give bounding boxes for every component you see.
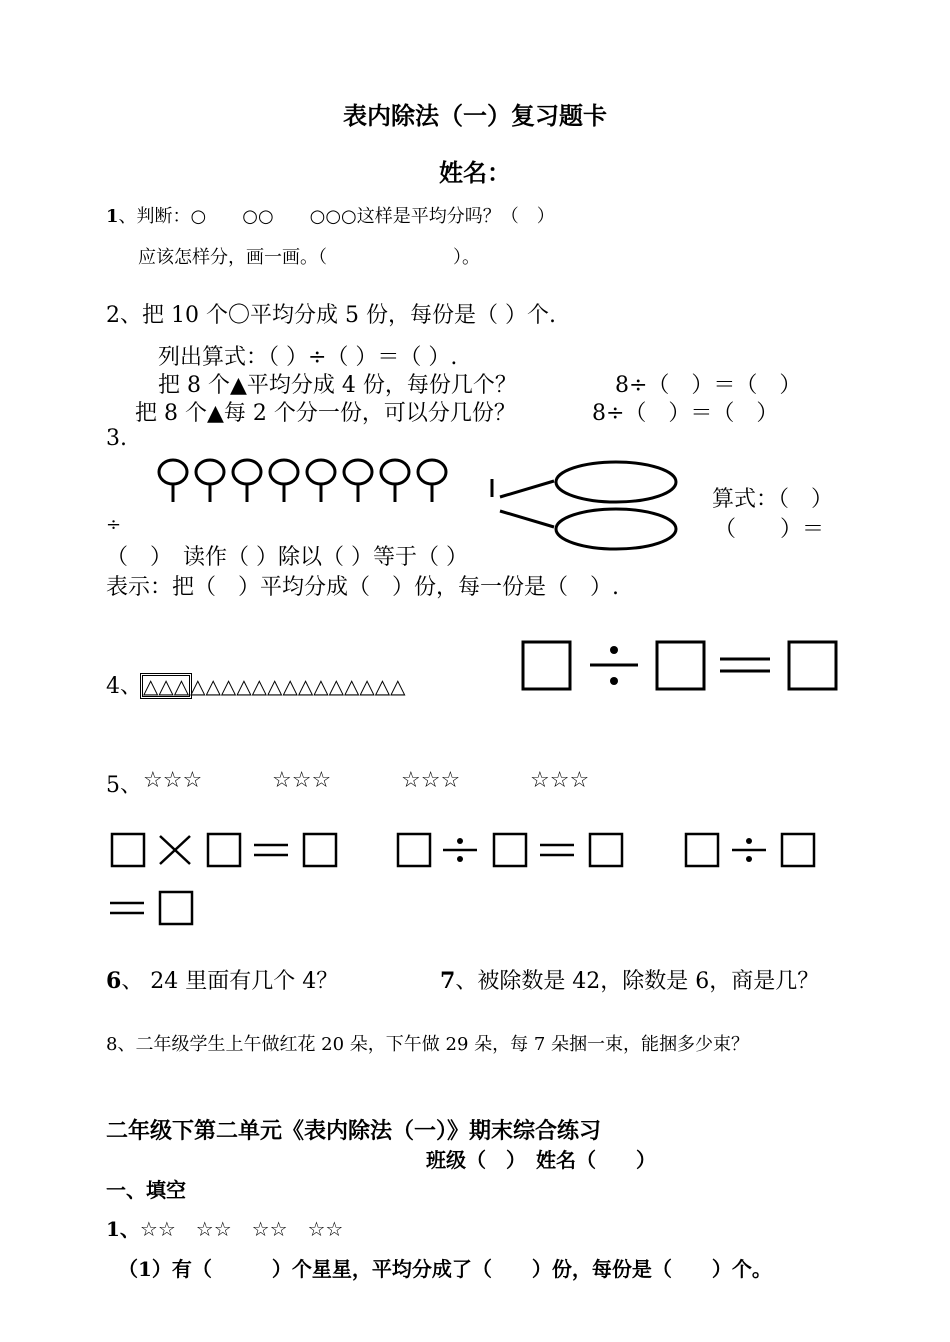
name-label: 姓名： [439, 158, 511, 187]
triangles: △△△△△△△△△△△△△△ [190, 674, 406, 698]
question-1-line-2: 应该怎样分，画一画。（ ）。 [138, 247, 480, 268]
question-3-paren-equals: （ ）＝ [714, 517, 825, 542]
star-group: ☆☆☆ [530, 768, 590, 793]
question-3-formula-label: 算式：（ ） [712, 487, 834, 512]
question-1-number: 1 [106, 206, 119, 227]
section-2-question-1 [106, 1213, 343, 1242]
answer-box [160, 892, 192, 924]
question-7-text: 、被除数是 42，除数是 6，商是几？ [455, 969, 820, 994]
answer-box [494, 834, 526, 866]
lower-oval [556, 509, 676, 549]
page-title: 表内除法（一）复习题卡 [343, 101, 607, 130]
question-6-text: 、 24 里面有几个 4？ [121, 969, 339, 994]
question-7-number: 7 [440, 968, 456, 994]
question-4-number: 4、 [106, 674, 142, 699]
answer-box [789, 642, 836, 689]
divide-sign-dot [610, 646, 618, 654]
question-8: 8、二年级学生上午做红花 20 朵，下午做 29 朵，每 7 朵捆一束，能捆多少束？ [106, 1034, 750, 1055]
question-2-line-3-formula: 8÷（ ）＝（ ） [615, 373, 802, 398]
question-4-equation-boxes [520, 638, 842, 694]
question-2-line-1: 2、把 10 个〇平均分成 5 份，每份是（ ）个. [106, 303, 556, 328]
star-group: ☆☆☆ [272, 768, 332, 793]
answer-box [208, 834, 240, 866]
lollipop-icon [381, 460, 409, 502]
star-group: ☆☆☆ [401, 768, 461, 793]
upper-oval [556, 462, 676, 502]
lollipop-icon [418, 460, 446, 502]
lollipop-icon [307, 460, 335, 502]
part-1-heading: 一、填空 [106, 1178, 186, 1202]
two-groups-ovals-picture [488, 455, 688, 559]
star-group: ☆☆☆ [143, 768, 203, 793]
question-3-divide-sign: ÷ [106, 514, 122, 535]
answer-box [304, 834, 336, 866]
question-3-number: 3. [106, 426, 127, 451]
question-6 [106, 964, 338, 995]
question-7 [440, 964, 819, 995]
lollipop-icon [159, 460, 187, 502]
section-2-question-1-number: 1、 [106, 1217, 140, 1241]
question-6-number: 6 [106, 968, 122, 994]
section-2-question-1-sub: （1）有（ ）个星星，平均分成了（ ）份，每份是（ ）个。 [118, 1257, 772, 1281]
class-name-line: 班级（ ） 姓名（ ） [426, 1148, 656, 1172]
answer-box [686, 834, 718, 866]
answer-box [112, 834, 144, 866]
question-2-line-3: 把 8 个▲平均分成 4 份，每份几个？ [158, 373, 517, 398]
question-3-meaning-line: 表示：把（ ）平均分成（ ）份，每一份是（ ）. [106, 575, 619, 600]
answer-box [590, 834, 622, 866]
question-1-line-1 [106, 202, 555, 228]
section-2-title: 二年级下第二单元《表内除法（一）》期末综合练习 [106, 1118, 602, 1144]
question-4-line [106, 669, 406, 700]
question-2-line-4: 把 8 个▲每 2 个分一份，可以分几份？ [135, 401, 516, 426]
question-1-text: 、判断：○ ○○ ○○○这样是平均分吗？（ ） [118, 206, 555, 227]
question-2-line-2: 列出算式：（ ）÷（ ）＝（ ）. [158, 345, 458, 370]
answer-box [523, 642, 570, 689]
section-2-stars: ☆☆ ☆☆ ☆☆ ☆☆ [139, 1217, 344, 1241]
lollipop-icon [196, 460, 224, 502]
lollipop-icon [233, 460, 261, 502]
question-3-read-line: （ ） 读作（ ）除以（ ）等于（ ） [106, 545, 468, 570]
question-5-number: 5、 [106, 773, 142, 798]
divide-sign-dot [610, 677, 618, 685]
lollipop-icon [344, 460, 372, 502]
lollipop-picture [155, 456, 455, 508]
boxed-triangles: △△△ [143, 674, 190, 698]
answer-box [657, 642, 704, 689]
question-2-line-4-formula: 8÷（ ）＝（ ） [592, 401, 779, 426]
answer-box [782, 834, 814, 866]
answer-box [398, 834, 430, 866]
lollipop-icon [270, 460, 298, 502]
question-5-equation-boxes [108, 828, 828, 928]
